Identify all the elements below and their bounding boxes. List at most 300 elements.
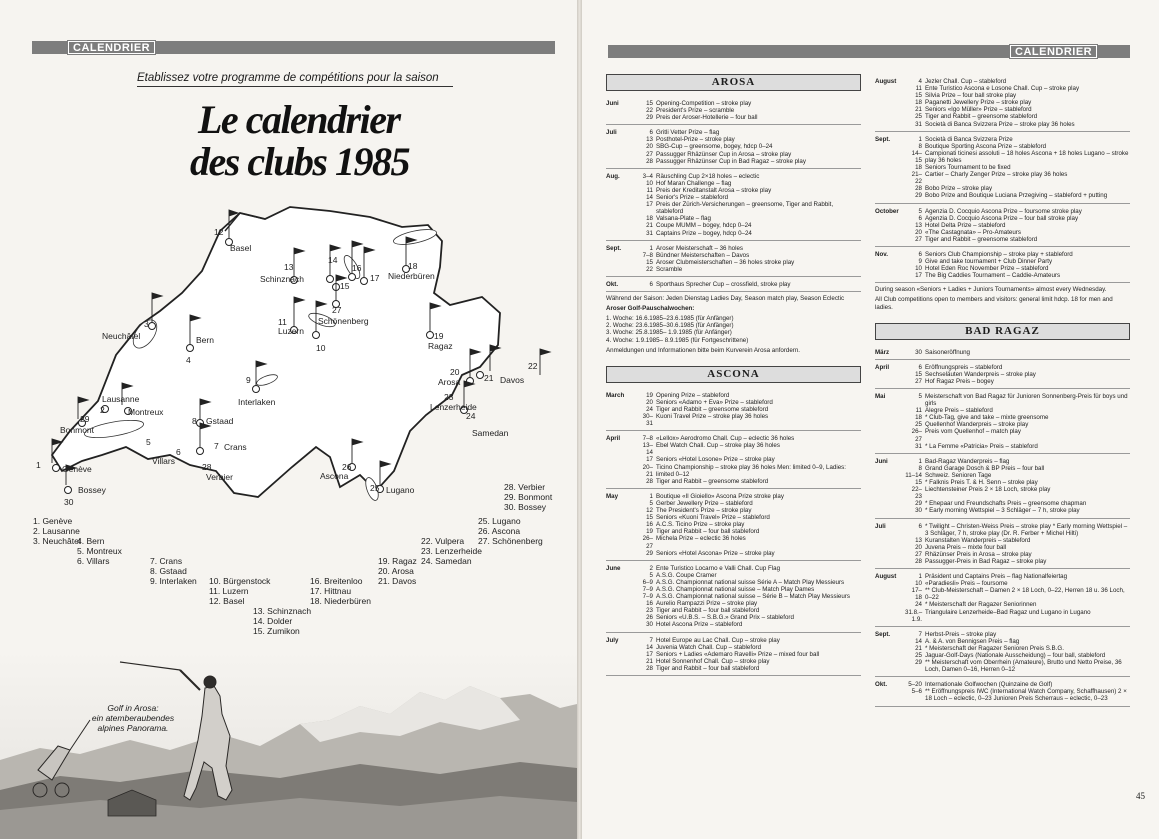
month-block	[606, 635, 861, 676]
month-block	[875, 206, 1130, 247]
svg-text:Interlaken: Interlaken	[238, 397, 276, 407]
event-title: Seniors «Hotel Ascona» Prize – stroke play	[656, 549, 775, 557]
event-title: Sporthaus Sprecher Cup – crossfield, stroke play	[656, 280, 791, 288]
event-date: 15	[915, 92, 922, 100]
event-title: Posthotel-Prize – stroke play	[656, 136, 735, 144]
legend-col-9: 25. Lugano 26. Ascona 27. Schönenberg	[478, 516, 543, 546]
event-date: 1	[649, 492, 653, 500]
event-date: 20	[646, 398, 653, 406]
event-title: Internationale Golfwochen (Quinzaine de Golf)	[925, 681, 1053, 689]
month-block	[606, 563, 861, 633]
svg-text:17: 17	[370, 273, 380, 283]
legend-col-5: 13. Schinznach 14. Dolder 15. Zumikon	[253, 606, 312, 636]
event-date: 14	[646, 643, 653, 651]
svg-text:Montreux: Montreux	[128, 407, 164, 417]
event-row	[636, 621, 861, 628]
event-date: 5–6	[911, 688, 922, 696]
event-row	[905, 407, 1130, 414]
month-block	[875, 456, 1130, 519]
event-title: Campionati ticinesi assoluti – 18 holes Ascona + 18 holes Lugano – stroke play 36 holes	[925, 149, 1129, 164]
event-row	[905, 486, 1130, 500]
club-heading: BAD RAGAZ	[875, 323, 1130, 340]
event-title: Herbst-Preis – stroke play	[925, 630, 997, 638]
event-date: 28	[646, 664, 653, 672]
svg-text:Lugano: Lugano	[386, 485, 415, 495]
event-title: Silvia Prize – four ball stroke play	[925, 92, 1017, 100]
event-title: Tiger and Rabbit – four ball stableford	[656, 664, 760, 672]
svg-text:Bonmont: Bonmont	[60, 425, 95, 435]
event-date: 1	[918, 457, 922, 465]
event-row	[905, 171, 1130, 185]
event-title: Coupe MUMM – bogey, hdcp 0–24	[656, 222, 752, 230]
event-date: 26–27	[911, 428, 922, 443]
event-row	[905, 349, 1130, 356]
svg-text:9: 9	[246, 375, 251, 385]
event-title: Preis der Kreditanstalt Arosa – stroke play	[656, 186, 772, 194]
title-line-1: Le calendrier	[198, 97, 400, 142]
event-title: Bündner Meisterschaften – Davos	[656, 251, 750, 259]
photo-caption: Golf in Arosa: ein atemberaubendes alpines Panorama.	[91, 703, 175, 733]
svg-text:11: 11	[278, 317, 287, 327]
event-row	[905, 472, 1130, 479]
event-date: 30	[915, 507, 922, 515]
event-title: Tiger and Rabbit – greensome stableford	[925, 235, 1038, 243]
event-title: Michela Prize – eclectic 36 holes	[656, 535, 746, 543]
month-name: März	[875, 348, 890, 356]
event-date: 14	[915, 637, 922, 645]
event-title: Ticino Championship – stroke play 36 holes Men: limited 0–9, Ladies: limited 0–12	[656, 463, 846, 478]
event-row	[905, 143, 1130, 150]
event-row	[636, 572, 861, 579]
event-row	[905, 378, 1130, 385]
svg-text:Genève: Genève	[62, 464, 92, 474]
svg-text:4: 4	[186, 355, 191, 365]
event-row	[636, 665, 861, 672]
event-title: Valsana-Plate – flag	[656, 215, 711, 223]
event-date: 14	[646, 194, 653, 202]
event-row	[636, 413, 861, 427]
event-row	[636, 464, 861, 478]
event-row	[636, 442, 861, 456]
svg-text:18: 18	[408, 261, 418, 271]
event-date: 27	[915, 235, 922, 243]
event-row	[636, 600, 861, 607]
event-row	[636, 637, 861, 644]
event-date: 17–18	[911, 587, 922, 602]
event-title: Aroser Clubmeisterschaften – 36 holes stroke play	[656, 258, 795, 266]
event-title: Preis vom Quellenhof – match play	[925, 428, 1021, 436]
event-date: 7–8	[642, 435, 653, 443]
svg-text:Ragaz: Ragaz	[428, 341, 453, 351]
event-title: «Paradiesli» Preis – foursome	[925, 580, 1008, 588]
club-note: 1. Woche: 16.6.1985–23.6.1985 (für Anfänger)	[606, 315, 734, 323]
month-name: Juli	[606, 129, 617, 137]
svg-text:Schönenberg: Schönenberg	[318, 316, 369, 326]
svg-text:Lausanne: Lausanne	[102, 394, 140, 404]
event-row	[905, 92, 1130, 99]
event-title: Scramble	[656, 265, 683, 273]
event-row	[905, 544, 1130, 551]
month-block	[875, 391, 1130, 454]
event-date: 7–8	[642, 251, 653, 259]
svg-text:3: 3	[144, 319, 149, 329]
tagline-rule	[137, 86, 453, 87]
map-label-basel: Basel	[230, 243, 252, 253]
event-title: The President's Prize – stroke play	[656, 507, 752, 515]
event-title: Gerber Jewellery Prize – stableford	[656, 499, 753, 507]
event-row	[636, 644, 861, 651]
event-date: 29	[646, 114, 653, 122]
event-title: Hof Ragaz Preis – bogey	[925, 377, 994, 385]
event-row	[636, 151, 861, 158]
title-line-2: des clubs 1985	[190, 139, 409, 184]
svg-text:Luzern: Luzern	[278, 326, 304, 336]
event-row	[905, 652, 1130, 659]
event-date: 26–27	[642, 535, 653, 550]
legend-col-3: 7. Crans 8. Gstaad 9. Interlaken	[150, 556, 197, 586]
event-row	[636, 107, 861, 114]
month-block	[606, 98, 861, 125]
event-title: Schweiz. Senioren Tage	[925, 471, 992, 479]
event-title: Passugger Rhäzünser Cup in Arosa – stroke play	[656, 150, 792, 158]
event-date: 10	[646, 179, 653, 187]
event-date: 15	[915, 370, 922, 378]
event-title: Räuschling Cup 2×18 holes – eclectic	[656, 172, 760, 180]
calendar-column-left	[606, 74, 861, 678]
svg-text:12: 12	[214, 227, 224, 237]
club-note: During season «Seniors + Ladies + Juniors Tournaments» almost every Wednesday.	[875, 286, 1107, 294]
event-row	[905, 78, 1130, 85]
event-date: 27	[915, 377, 922, 385]
event-date: 13	[646, 136, 653, 144]
event-row	[636, 586, 861, 593]
event-date: 6	[918, 522, 922, 530]
event-date: 18	[915, 164, 922, 172]
svg-text:Schinznach: Schinznach	[260, 274, 304, 284]
event-title: Opening-Competition – stroke play	[656, 100, 752, 107]
month-name: May	[606, 492, 619, 500]
event-date: 16	[646, 521, 653, 529]
event-title: Seniors Tournament to be fixed	[925, 164, 1011, 172]
event-date: 11	[646, 186, 653, 194]
event-title: Cartier – Charly Zenger Prize – stroke play 36 holes	[925, 171, 1068, 179]
event-title: Rhäzünser Preis in Arosa – stroke play	[925, 550, 1032, 558]
event-row	[905, 537, 1130, 544]
svg-text:27: 27	[332, 305, 342, 315]
event-row	[905, 609, 1130, 623]
club-section	[875, 323, 1130, 707]
event-title: * Meisterschaft der Ragazer Seniorinnen	[925, 601, 1037, 609]
event-title: Meisterschaft von Bad Ragaz für Junioren Sonnenberg-Preis für boys und girls	[925, 393, 1128, 408]
event-date: 21	[915, 644, 922, 652]
legend-col-4: 10. Bürgenstock 11. Luzern 12. Basel	[209, 576, 271, 606]
event-row	[905, 465, 1130, 472]
event-date: 27	[915, 550, 922, 558]
month-name: Okt.	[606, 280, 619, 288]
event-title: * Twilight – Christen-Weiss Preis – stroke play * Early morning Wettspiel – 3 Schläger, 7 h, stroke play (Dr. R. Ferber + Michel Hilti)	[925, 522, 1128, 537]
event-title: Kuranstalten Wanderpreis – stableford	[925, 536, 1031, 544]
event-row	[905, 99, 1130, 106]
event-date: 30	[915, 348, 922, 356]
month-block	[875, 679, 1130, 706]
event-title: Opening Prize – stableford	[656, 391, 730, 399]
event-title: A.S.G. Championnat national suisse – Match Play Dames	[656, 585, 815, 593]
svg-text:7: 7	[214, 441, 219, 451]
event-row	[905, 85, 1130, 92]
event-row	[905, 371, 1130, 378]
month-block	[875, 571, 1130, 627]
month-name: August	[875, 78, 897, 85]
event-date: 25	[915, 421, 922, 429]
month-block	[606, 243, 861, 277]
svg-text:Arosa: Arosa	[438, 377, 461, 387]
club-note: 3. Woche: 25.8.1985– 1.9.1985 (für Anfänger)	[606, 329, 732, 337]
event-date: 7	[649, 636, 653, 644]
event-date: 28	[915, 557, 922, 565]
month-block	[875, 134, 1130, 204]
event-row	[905, 458, 1130, 465]
event-row	[636, 222, 861, 229]
event-title: Bad-Ragaz Wanderpreis – flag	[925, 457, 1010, 465]
event-row	[905, 113, 1130, 120]
event-date: 23	[646, 607, 653, 615]
event-title: Seniors «Kuoni Travel» Prize – stableford	[656, 514, 770, 522]
event-title: Seniors Club Championship – stroke play + stableford	[925, 250, 1073, 258]
event-title: Gritli Vetter Prize – flag	[656, 129, 720, 137]
month-name: Juni	[875, 457, 888, 465]
event-title: A.C.S. Ticino Prize – stroke play	[656, 521, 745, 529]
legend-col-6: 16. Breitenloo 17. Hittnau 18. Niederbüren	[310, 576, 371, 606]
month-block	[606, 390, 861, 431]
event-row	[636, 136, 861, 143]
event-title: Saisoneröffnung	[925, 348, 970, 356]
event-date: 20–21	[642, 463, 653, 478]
event-title: Passugger Rhäzünser Cup in Bad Ragaz – stroke play	[656, 157, 806, 165]
month-block	[875, 347, 1130, 360]
month-name: June	[606, 564, 621, 572]
event-title: Tiger and Rabbit – greensome stableford	[925, 113, 1038, 121]
event-title: Juvena Preis – mixte four ball	[925, 543, 1007, 551]
event-row	[905, 258, 1130, 265]
event-row	[905, 208, 1130, 215]
event-row	[905, 631, 1130, 638]
svg-text:20: 20	[450, 367, 460, 377]
event-row	[905, 421, 1130, 428]
legend-col-7: 19. Ragaz 20. Arosa 21. Davos	[378, 556, 417, 586]
event-date: 20	[646, 143, 653, 151]
event-date: 6–9	[642, 578, 653, 586]
month-name: July	[606, 636, 619, 644]
event-date: 19	[646, 528, 653, 536]
month-name: March	[606, 391, 625, 399]
event-date: 11	[915, 407, 922, 415]
event-date: 22	[646, 107, 653, 115]
event-date: 17	[646, 201, 653, 209]
event-title: «Lellox» Aerodromo Chall. Cup – eclectic 36 holes	[656, 435, 795, 443]
legend-col-8: 22. Vulpera 23. Lenzerheide 24. Samedan	[421, 536, 482, 566]
event-date: 28	[646, 157, 653, 165]
event-title: Bobo Prize and Boutique Luciana Przegiving – stableford + putting	[925, 192, 1108, 200]
club-section	[606, 366, 861, 676]
event-date: 22	[646, 265, 653, 273]
event-title: Seniors «Hotel Losone» Prize – stroke play	[656, 456, 775, 464]
svg-text:Bern: Bern	[196, 335, 214, 345]
event-date: 4	[918, 78, 922, 85]
club-note: 4. Woche: 1.9.1985– 8.9.1985 (für Fortgeschrittene)	[606, 336, 749, 344]
event-title: Boutique Sporting Ascona Prize – stableford	[925, 142, 1047, 150]
month-name: Juni	[606, 100, 619, 107]
event-row	[905, 251, 1130, 258]
event-date: 8	[918, 464, 922, 472]
event-date: 11	[915, 85, 922, 93]
event-row	[636, 399, 861, 406]
event-date: 28	[646, 477, 653, 485]
event-date: 29	[915, 192, 922, 200]
event-row	[636, 651, 861, 658]
month-name: April	[606, 435, 621, 443]
event-date: 1	[649, 244, 653, 252]
event-title: Tiger and Rabbit – greensome stableford	[656, 405, 769, 413]
event-title: Hof Maran Challenge – flag	[656, 179, 732, 187]
event-title: * La Femme «Patricia» Preis – stableford	[925, 442, 1038, 450]
month-name: Nov.	[875, 250, 888, 258]
month-name: Sept.	[875, 135, 891, 143]
legend-col-2: 4. Bern 5. Montreux 6. Villars	[77, 536, 122, 566]
right-page	[582, 0, 1159, 839]
event-title: Alegre Preis – stableford	[925, 407, 993, 415]
event-title: A. & A. von Bennigsen Preis – flag	[925, 637, 1020, 645]
event-row	[636, 614, 861, 621]
club-note: Während der Saison: Jeden Dienstag Ladies Day, Season match play, Season Eclectic	[606, 295, 845, 303]
event-row	[636, 392, 861, 399]
event-row	[905, 587, 1130, 601]
event-row	[905, 364, 1130, 371]
event-date: 18	[915, 99, 922, 107]
event-title: Juvenia Watch Chall. Cup – stableford	[656, 643, 762, 651]
event-title: A.S.G. Championnat national suisse – Série B – Match Play Messieurs	[656, 593, 850, 601]
svg-text:6: 6	[176, 447, 181, 457]
svg-text:1: 1	[36, 460, 41, 470]
event-title: Give and take tournament + Club Dinner Party	[925, 258, 1053, 266]
event-title: SBG-Cup – greensome, bogey, hdcp 0–24	[656, 143, 773, 151]
event-date: 13	[915, 221, 922, 229]
event-row	[905, 479, 1130, 486]
event-title: Aurelio Rampazzi Prize – stroke play	[656, 600, 758, 608]
event-row	[636, 100, 861, 107]
event-date: 25	[915, 113, 922, 121]
svg-text:Crans: Crans	[224, 442, 247, 452]
event-title: * Meisterschaft der Ragazer Senioren Preis S.B.G.	[925, 644, 1064, 652]
month-name: October	[875, 207, 899, 215]
club-heading: AROSA	[606, 74, 861, 91]
event-row	[636, 252, 861, 259]
event-row	[636, 528, 861, 535]
event-date: 19	[646, 391, 653, 399]
svg-text:Neuchâtel: Neuchâtel	[102, 331, 141, 341]
svg-text:Ascona: Ascona	[320, 471, 349, 481]
svg-text:Samedan: Samedan	[472, 428, 509, 438]
event-date: 21	[646, 222, 653, 230]
event-row	[905, 121, 1130, 128]
event-row	[636, 456, 861, 463]
event-title: Preis der Zürich-Versicherungen – greensome, Tiger and Rabbit, stableford	[656, 201, 834, 216]
event-date: 22–23	[911, 486, 922, 501]
event-title: ** Club-Meisterschaft – Damen 2 × 18 Loch, 0–22, Herren 18 u. 36 Loch, 0–22	[925, 587, 1125, 602]
legend-col-1: 1. Genève 2. Lausanne 3. Neuchâtel	[33, 516, 81, 546]
event-date: 8	[918, 142, 922, 150]
event-row	[636, 435, 861, 442]
month-name: Okt.	[875, 681, 888, 689]
event-date: 2	[649, 564, 653, 572]
event-row	[636, 607, 861, 614]
event-title: Tiger and Rabbit – greensome stableford	[656, 477, 769, 485]
club-note: All Club competitions open to members and visitors: general limit hdcp. 18 for men and ladies.	[875, 296, 1113, 311]
club-heading: ASCONA	[606, 366, 861, 383]
event-date: 29	[915, 659, 922, 667]
svg-text:Gstaad: Gstaad	[206, 416, 234, 426]
event-date: 24	[646, 405, 653, 413]
event-date: 10	[915, 265, 922, 273]
event-date: 6	[918, 363, 922, 371]
event-date: 7–9	[642, 593, 653, 601]
event-row	[905, 185, 1130, 192]
event-row	[905, 580, 1130, 587]
event-row	[636, 281, 861, 288]
section-header-label-right: CALENDRIER	[1010, 45, 1097, 58]
event-title: ** Meisterschaft vom Oberrhein (Amateure), Brutto und Netto Preise, 36 Loch, Damen 0–16, Herren 0–12	[925, 659, 1122, 674]
event-date: 20	[915, 543, 922, 551]
event-title: Agenzia D. Cocquio Ascona Prize – four ball stroke play	[925, 214, 1079, 222]
svg-text:Niederbüren: Niederbüren	[388, 271, 435, 281]
svg-text:10: 10	[316, 343, 326, 353]
month-block	[606, 171, 861, 241]
event-row	[636, 114, 861, 121]
event-row	[905, 222, 1130, 229]
event-title: Sechseläuten Wanderpreis – stroke play	[925, 370, 1036, 378]
event-row	[636, 507, 861, 514]
month-name: April	[875, 363, 890, 371]
event-row	[905, 523, 1130, 537]
event-row	[636, 129, 861, 136]
event-row	[905, 500, 1130, 507]
section-header-label: CALENDRIER	[68, 41, 155, 54]
event-date: 24	[915, 601, 922, 609]
event-row	[636, 406, 861, 413]
event-date: 5	[918, 207, 922, 215]
club-section	[606, 74, 861, 354]
event-row	[905, 573, 1130, 580]
event-title: Liechtensteiner Preis 2 × 18 Loch, stroke play	[925, 486, 1051, 494]
event-row	[905, 106, 1130, 113]
event-title: Seniors «U.B.S. – S.B.G.» Grand Prix – stableford	[656, 614, 794, 622]
event-title: Hotel Sonnenhof Chall. Cup – stroke play	[656, 657, 770, 665]
event-date: 17	[646, 650, 653, 658]
tagline: Etablissez votre programme de compétitions pour la saison	[137, 72, 439, 84]
event-row	[636, 215, 861, 222]
event-row	[905, 688, 1130, 702]
month-block	[875, 76, 1130, 132]
event-row	[905, 443, 1130, 450]
event-title: Hotel Europe au Lac Chall. Cup – stroke play	[656, 636, 780, 644]
event-date: 29	[915, 500, 922, 508]
event-row	[636, 521, 861, 528]
event-date: 11–14	[905, 471, 922, 479]
svg-text:13: 13	[284, 262, 294, 272]
event-row	[636, 173, 861, 180]
event-row	[636, 514, 861, 521]
event-title: Triangulaire Lenzerheide–Bad Ragaz und Lugano in Lugano	[925, 608, 1091, 616]
event-title: Seniors «Adamo + Eva» Prize – stableford	[656, 398, 773, 406]
